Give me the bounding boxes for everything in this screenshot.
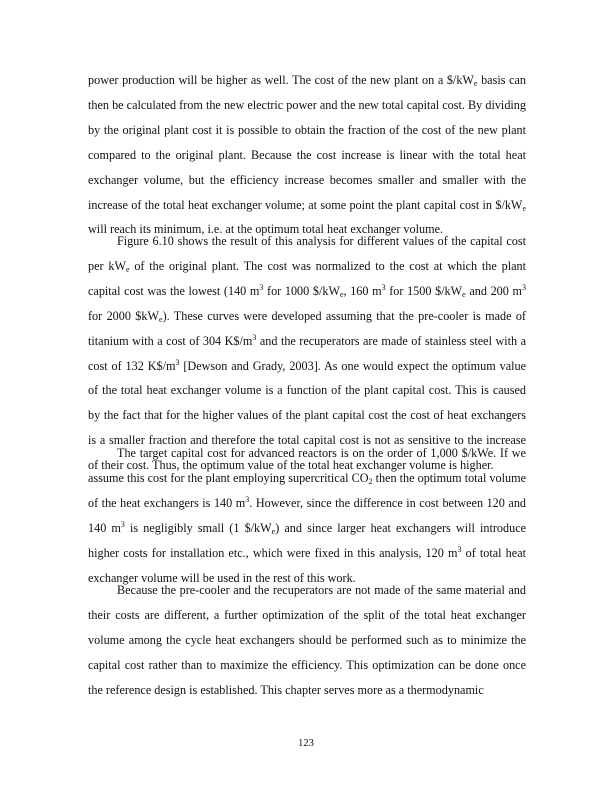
superscript-text: 3 bbox=[252, 332, 257, 342]
subscript-text: e bbox=[125, 264, 130, 274]
superscript-text: 3 bbox=[175, 357, 180, 367]
text-run: , 160 m bbox=[343, 283, 382, 298]
text-run: [Dewson and Grady, 2003]. As one would expect the optimum value of the total heat exchanger volume is a function of the plant capital cost. This is caused by the fact that for the higher values of the plant capital cost the cost of heat exchangers is a smaller fraction and therefore the total capital cost is not as sensitive to the increase of their cost. Thus, the optimum value of the total heat exchanger volume is higher. bbox=[88, 358, 527, 473]
text-run: basis can then be calculated from the new electric power and the new total capital cost. By dividing by the original plant cost it is possible to obtain the fraction of the cost of the new plant compared to the original plant. Because the cost increase is linear with the total heat exchanger volume, but the efficiency increase becomes smaller and smaller with the increase of the total heat exchanger volume; at some point the plant capital cost in $/kW bbox=[88, 73, 526, 212]
subscript-text: 2 bbox=[368, 476, 373, 486]
superscript-text: 3 bbox=[521, 282, 526, 292]
subscript-text: e bbox=[522, 203, 526, 213]
superscript-text: 3 bbox=[457, 544, 462, 554]
text-run: will reach its minimum, i.e. at the optimum total heat exchanger volume. bbox=[88, 222, 444, 237]
subscript-text: e bbox=[271, 526, 276, 536]
text-run: for 1000 $/kW bbox=[263, 283, 340, 298]
text-run: of total heat exchanger volume will be used in the rest of this work. bbox=[88, 545, 526, 585]
text-run: of the original plant. The cost was normalized to the cost at which the plant capital cost was the lowest (140 m bbox=[88, 258, 526, 298]
superscript-text: 3 bbox=[259, 282, 264, 292]
superscript-text: 3 bbox=[245, 494, 250, 504]
text-run: is negligibly small (1 $/kW bbox=[124, 520, 272, 535]
text-run: for 2000 $kW bbox=[88, 308, 159, 323]
text-run: The target capital cost for advanced reactors is on the order of 1,000 $/kWe. If we assume this cost for the plant employing supercritical CO bbox=[88, 446, 526, 485]
text-run: ). These curves were developed assuming that the pre-cooler is made of titanium with a cost of 304 K$/m bbox=[88, 308, 526, 348]
text-run: then the optimum total volume of the heat exchangers is 140 m bbox=[88, 470, 526, 510]
subscript-text: e bbox=[473, 79, 478, 88]
paragraph-heat-exchanger-split bbox=[88, 578, 526, 703]
text-run: ) and since larger heat exchangers will introduce higher costs for installation etc., which were fixed in this analysis, 120 m bbox=[88, 520, 527, 560]
subscript-text: e bbox=[339, 289, 344, 299]
text-run: and 200 m bbox=[465, 283, 522, 298]
text-run: . However, since the difference in cost between 120 and 140 m bbox=[88, 495, 527, 535]
page-number: 123 bbox=[298, 738, 314, 749]
subscript-text: e bbox=[462, 289, 466, 299]
superscript-text: 3 bbox=[381, 282, 386, 292]
subscript-text: e bbox=[159, 314, 163, 324]
text-run: for 1500 $/kW bbox=[385, 283, 463, 298]
text-run: Figure 6.10 shows the result of this analysis for different values of the capital cost per kW bbox=[88, 234, 526, 273]
text-run: and the recuperators are made of stainless steel with a cost of 132 K$/m bbox=[88, 333, 526, 373]
paragraph-target-capital-cost bbox=[88, 441, 526, 590]
superscript-text: 3 bbox=[120, 519, 125, 529]
text-run: Because the pre-cooler and the recuperators are not made of the same material and their costs are different, a further optimization of the split of the total heat exchanger volume among the cycle heat exchangers should be performed such as to minimize the capital cost rather than to maximize the efficiency. This optimization can be done once the reference design is established. This chapter serves more as a thermodynamic bbox=[88, 583, 526, 697]
text-run: power production will be higher as well. The cost of the new plant on a $/kW bbox=[88, 73, 474, 87]
paragraph-continuation bbox=[88, 68, 526, 242]
